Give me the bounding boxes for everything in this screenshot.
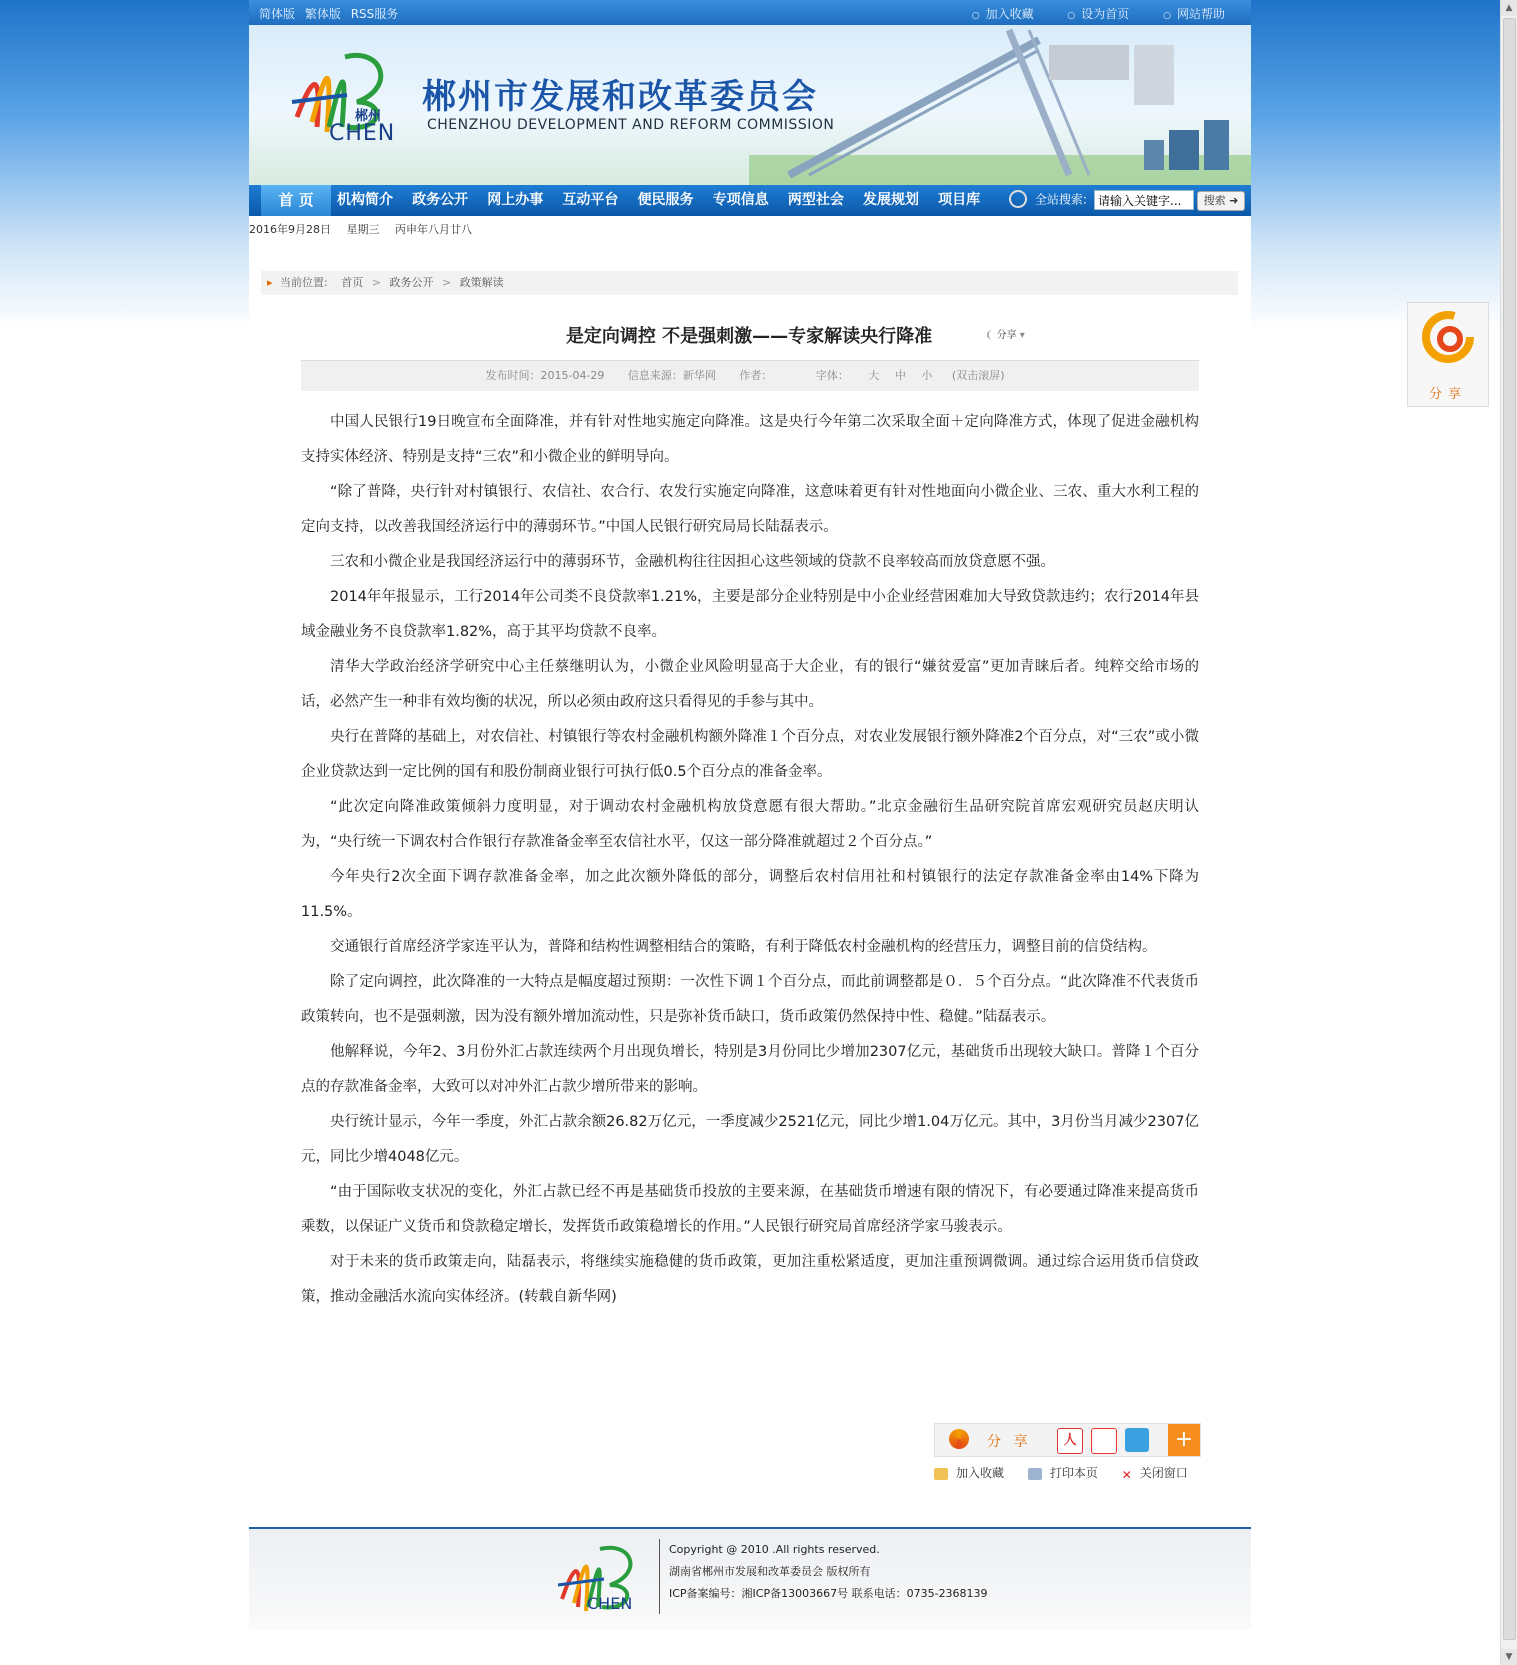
floating-share-label: 分享 xyxy=(1428,387,1467,402)
nav-item-about[interactable]: 机构简介 xyxy=(337,192,393,208)
nav-item-two-type-society[interactable]: 两型社会 xyxy=(787,192,844,208)
article-paragraph: 三农和小微企业是我国经济运行中的薄弱环节，金融机构往往因担心这些领域的贷款不良率较高而放贷意愿不强。 xyxy=(330,554,1055,570)
action-print-label: 打印本页 xyxy=(1049,1466,1098,1480)
action-print[interactable] xyxy=(1028,1466,1098,1480)
share-logo-icon xyxy=(1422,311,1474,363)
footer-copyright: Copyright @ 2010 .All rights reserved. xyxy=(669,1543,880,1556)
nav-item-online-services[interactable]: 网上办事 xyxy=(487,192,544,208)
share-bar-label[interactable]: 分 享 xyxy=(987,1434,1032,1450)
share-bar xyxy=(934,1423,1201,1457)
font-size-control xyxy=(806,369,1015,382)
article-title: 是定向调控 不是强刺激——专家解读央行降准 xyxy=(565,326,933,347)
chevron-down-icon: ▾ xyxy=(1019,330,1025,341)
top-left-links xyxy=(259,5,404,22)
article-paragraph: 央行统计显示，今年一季度，外汇占款余额26.82万亿元，一季度减少2521亿元，同比少增1.04万亿元。其中，3月份当月减少2307亿元，同比少增4048亿元。 xyxy=(301,1114,1199,1165)
article-paragraph: 2014年年报显示，工行2014年公司类不良贷款率1.21%，主要是部分企业特别是中小企业经营困难加大导致贷款违约；农行2014年县域金融业务不良贷款率1.82%，高于其平均贷款不良率。 xyxy=(301,589,1199,640)
footer xyxy=(249,1529,1251,1629)
title-share-label: 分享 xyxy=(996,330,1017,341)
current-date: 2016年9月28日 xyxy=(249,223,331,236)
breadcrumb-arrow-icon: ▸ xyxy=(267,276,273,289)
article-paragraph: 除了定向调控，此次降准的一大特点是幅度超过预期：一次性下调１个百分点，而此前调整都是０．５个百分点。“此次降准不代表货币政策转向，也不是强刺激，因为没有额外增加流动性，只是弥补货币缺口，货币政策仍然保持中性、稳健。”陆磊表示。 xyxy=(301,974,1199,1025)
article-paragraph: 对于未来的货币政策走向，陆磊表示，将继续实施稳健的货币政策，更加注重松紧适度，更加注重预调微调。通过综合运用货币信贷政策，推动金融活水流向实体经济。(转载自新华网) xyxy=(301,1254,1199,1305)
article-paragraph: 央行在普降的基础上，对农信社、村镇银行等农村金融机构额外降准１个百分点，对农业发展银行额外降准2个百分点，对“三农”或小微企业贷款达到一定比例的国有和股份制商业银行可执行低0.5个百分点的准备金率。 xyxy=(301,729,1199,780)
logo-latin: CHEN xyxy=(329,121,396,146)
font-medium[interactable]: 中 xyxy=(894,369,906,382)
action-close-label: 关闭窗口 xyxy=(1139,1466,1188,1480)
article-paragraph: 交通银行首席经济学家连平认为，普降和结构性调整相结合的策略，有利于降低农村金融机构的经营压力，调整目前的信贷结构。 xyxy=(330,939,1157,955)
article-meta xyxy=(301,360,1199,391)
title-share-button[interactable] xyxy=(985,326,1025,341)
date-bar xyxy=(249,221,484,237)
set-homepage-link[interactable]: ○ 设为首页 xyxy=(1067,7,1129,21)
help-link[interactable]: ○ 网站帮助 xyxy=(1163,7,1225,21)
header-banner xyxy=(249,25,1251,185)
footer-icp: ICP备案编号：湘ICP备13003667号 联系电话：0735-2368139 xyxy=(669,1587,988,1600)
main-nav xyxy=(249,185,1251,216)
nav-item-special-info[interactable]: 专项信息 xyxy=(712,192,769,208)
font-label: 字体： xyxy=(815,369,849,382)
share-logo-icon[interactable] xyxy=(949,1429,969,1449)
breadcrumb-home[interactable]: 首页 xyxy=(341,276,364,289)
add-favorite-link[interactable]: ○ 加入收藏 xyxy=(972,7,1034,21)
scroll-hint[interactable]: (双击滚屏) xyxy=(951,369,1005,382)
nav-items xyxy=(337,185,995,216)
article-paragraph: “由于国际收支状况的变化，外汇占款已经不再是基础货币投放的主要来源，在基础货币增速有限的情况下，有必要通过降准来提高货币乘数，以保证广义货币和贷款稳定增长，发挥货币政策稳增长的作用。”人民银行研究局首席经济学家马骏表示。 xyxy=(301,1184,1199,1235)
article-paragraph: “此次定向降准政策倾斜力度明显，对于调动农村金融机构放贷意愿有很大帮助。”北京金融衍生品研究院首席宏观研究员赵庆明认为，“央行统一下调农村合作银行存款准备金率至农信社水平，仅这一部分降准就超过２个百分点。” xyxy=(301,799,1199,850)
author: 作者： xyxy=(739,369,773,382)
nav-item-planning[interactable]: 发展规划 xyxy=(862,192,919,208)
footer-vertical-divider xyxy=(659,1539,660,1614)
traditional-link[interactable]: 繁体版 xyxy=(304,7,341,21)
rss-link[interactable]: RSS服务 xyxy=(350,7,399,21)
action-close[interactable] xyxy=(1122,1466,1188,1480)
scrollbar-thumb[interactable] xyxy=(1503,18,1516,1640)
article-content xyxy=(301,405,1199,1315)
article-actions xyxy=(914,1464,1188,1481)
font-small[interactable]: 小 xyxy=(921,369,933,382)
more-share-button[interactable]: + xyxy=(1168,1424,1200,1456)
simplified-link[interactable]: 简体版 xyxy=(259,7,296,21)
breadcrumb-separator-icon: > xyxy=(441,276,452,289)
footer-info xyxy=(669,1539,988,1605)
floating-share-widget[interactable] xyxy=(1407,302,1489,407)
search-icon xyxy=(1009,190,1027,208)
nav-item-project-library[interactable]: 项目库 xyxy=(938,192,981,208)
breadcrumb-separator-icon: > xyxy=(371,276,381,289)
logo-text: 郴州 xyxy=(355,109,382,124)
breadcrumb-label: 当前位置: xyxy=(280,276,328,289)
scroll-up-icon[interactable]: ▲ xyxy=(1501,0,1517,16)
site-subtitle: CHENZHOU DEVELOPMENT AND REFORM COMMISSION xyxy=(427,117,835,133)
publish-date: 发布时间：2015-04-29 xyxy=(485,369,605,382)
search-input[interactable] xyxy=(1094,190,1194,210)
page-container xyxy=(249,0,1251,1665)
breadcrumb xyxy=(261,271,1238,295)
top-right-links xyxy=(942,5,1225,22)
nav-item-gov-affairs[interactable]: 政务公开 xyxy=(412,192,469,208)
article-paragraph: 今年央行2次全面下调存款准备金率，加之此次额外降低的部分，调整后农村信用社和村镇银行的法定存款准备金率由14%下降为11.5%。 xyxy=(301,869,1199,920)
action-add-favorite[interactable] xyxy=(934,1466,1004,1480)
printer-icon xyxy=(1028,1468,1042,1480)
breadcrumb-gov-affairs[interactable]: 政务公开 xyxy=(389,276,434,289)
site-title: 郴州市发展和改革委员会 xyxy=(422,77,818,117)
qzone-icon[interactable] xyxy=(1125,1428,1149,1452)
current-weekday: 星期三 xyxy=(346,223,380,236)
scroll-down-icon[interactable]: ▼ xyxy=(1501,1649,1517,1665)
footer-logo-latin: CHEN xyxy=(587,1594,633,1613)
footer-owner: 湖南省郴州市发展和改革委员会 版权所有 xyxy=(669,1565,871,1578)
article-paragraph: 他解释说，今年2、3月份外汇占款连续两个月出现负增长，特别是3月份同比少增加2307亿元，基础货币出现较大缺口。普降１个百分点的存款准备金率，大致可以对冲外汇占款少增所带来的影响。 xyxy=(301,1044,1199,1095)
weibo-icon[interactable] xyxy=(1091,1428,1117,1454)
info-source: 信息来源：新华网 xyxy=(627,369,716,382)
font-large[interactable]: 大 xyxy=(868,369,880,382)
article-paragraph: “除了普降，央行针对村镇银行、农信社、农合行、农发行实施定向降准，这意味着更有针对性地面向小微企业、三农、重大水利工程的定向支持，以改善我国经济运行中的薄弱环节。”中国人民银行研究局局长陆磊表示。 xyxy=(301,484,1199,535)
site-search xyxy=(1009,190,1239,212)
people-daily-icon[interactable]: 人 xyxy=(1057,1428,1083,1454)
vertical-scrollbar[interactable] xyxy=(1500,0,1517,1665)
breadcrumb-policy[interactable]: 政策解读 xyxy=(459,276,504,289)
article-paragraph: 清华大学政治经济学研究中心主任蔡继明认为，小微企业风险明显高于大企业，有的银行“嫌贫爱富”更加青睐后者。纯粹交给市场的话，必然产生一种非有效均衡的状况，所以必须由政府这只看得见的手参与其中。 xyxy=(301,659,1199,710)
nav-home[interactable]: 首 页 xyxy=(261,185,331,216)
search-button[interactable]: 搜索 ➜ xyxy=(1197,191,1245,211)
folder-icon xyxy=(934,1468,948,1480)
nav-item-public-services[interactable]: 便民服务 xyxy=(637,192,694,208)
nav-item-interaction[interactable]: 互动平台 xyxy=(562,192,619,208)
top-bar xyxy=(249,0,1251,25)
action-add-favorite-label: 加入收藏 xyxy=(956,1466,1005,1480)
search-button-label: 搜索 xyxy=(1203,194,1226,207)
close-icon: ✕ xyxy=(1121,1467,1132,1482)
share-icon: ❨ xyxy=(985,330,994,341)
lunar-date: 丙申年八月廿八 xyxy=(395,223,472,236)
crane-illustration xyxy=(749,25,1251,185)
article-paragraph: 中国人民银行19日晚宣布全面降准，并有针对性地实施定向降准。这是央行今年第二次采取全面＋定向降准方式，体现了促进金融机构支持实体经济、特别是支持“三农”和小微企业的鲜明导向。 xyxy=(301,414,1199,465)
search-label: 全站搜索: xyxy=(1034,192,1087,207)
